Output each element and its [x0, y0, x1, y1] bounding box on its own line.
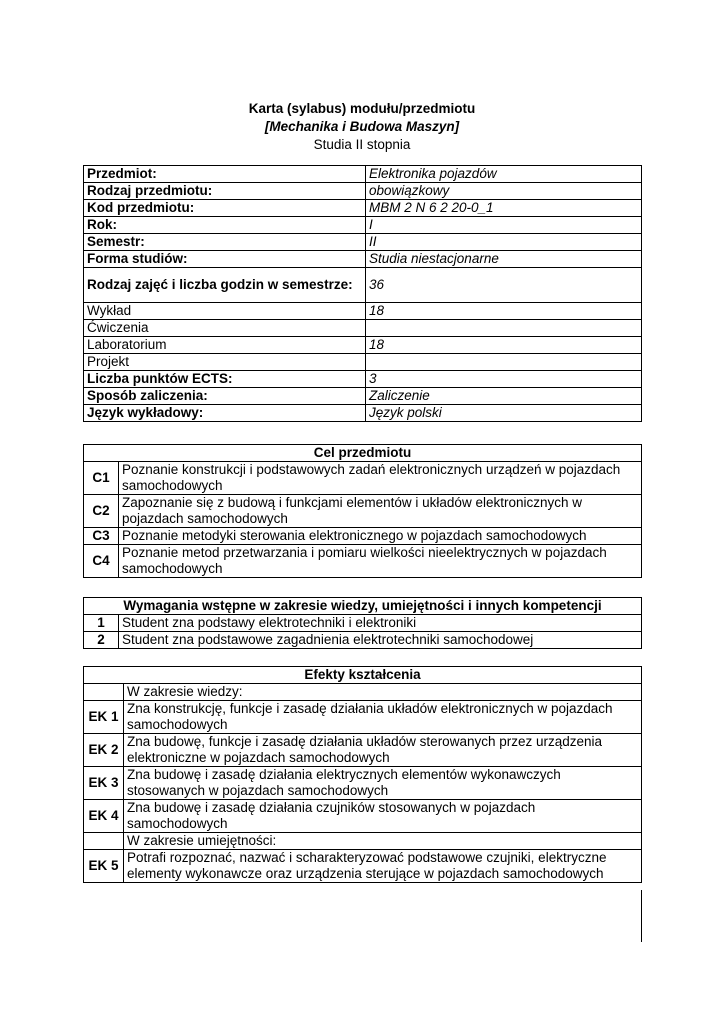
info-value: 3 — [366, 371, 642, 388]
outcomes-title: Efekty kształcenia — [84, 667, 642, 684]
prerequisite-row — [84, 632, 642, 649]
info-row — [84, 303, 642, 320]
info-row — [84, 200, 642, 217]
outcome-code: EK 1 — [84, 701, 124, 734]
info-key: Rodzaj zajęć i liczba godzin w semestrze: — [84, 268, 366, 303]
info-value — [366, 354, 642, 371]
outcome-code: EK 5 — [84, 850, 124, 883]
info-row — [84, 371, 642, 388]
info-row — [84, 268, 642, 303]
info-row — [84, 337, 642, 354]
prerequisite-code: 2 — [84, 632, 119, 649]
info-key: Projekt — [84, 354, 366, 371]
outcome-code: EK 2 — [84, 734, 124, 767]
goal-row — [84, 528, 642, 545]
prerequisite-text: Student zna podstawy elektrotechniki i elektroniki — [119, 615, 642, 632]
empty-cell — [84, 833, 124, 850]
info-key: Laboratorium — [84, 337, 366, 354]
info-key: Semestr: — [84, 234, 366, 251]
info-value: obowiązkowy — [366, 183, 642, 200]
prerequisite-code: 1 — [84, 615, 119, 632]
outcome-text: Zna budowę i zasadę działania czujników stosowanych w pojazdach samochodowych — [124, 800, 642, 833]
info-value: Elektronika pojazdów — [366, 166, 642, 183]
info-row — [84, 388, 642, 405]
course-info-table — [83, 165, 642, 422]
info-row — [84, 234, 642, 251]
info-row — [84, 405, 642, 422]
goal-text: Zapoznanie się z budową i funkcjami elementów i układów elektronicznych w pojazdach samochodowych — [119, 495, 642, 528]
empty-cell — [84, 684, 124, 701]
course-goal-table — [83, 444, 642, 578]
info-row — [84, 251, 642, 268]
outcome-row — [84, 701, 642, 734]
info-value: Język polski — [366, 405, 642, 422]
goal-code: C2 — [84, 495, 119, 528]
info-key: Przedmiot: — [84, 166, 366, 183]
info-value: Studia niestacjonarne — [366, 251, 642, 268]
info-row — [84, 354, 642, 371]
outcome-row — [84, 850, 642, 883]
info-row — [84, 217, 642, 234]
prerequisite-row — [84, 615, 642, 632]
goal-text: Poznanie konstrukcji i podstawowych zadań elektronicznych urządzeń w pojazdach samochodowych — [119, 462, 642, 495]
prerequisite-text: Student zna podstawowe zagadnienia elektrotechniki samochodowej — [119, 632, 642, 649]
info-value: II — [366, 234, 642, 251]
outcome-code: EK 3 — [84, 767, 124, 800]
table-continuation-line — [641, 890, 642, 942]
goal-code: C4 — [84, 545, 119, 578]
info-value: I — [366, 217, 642, 234]
goal-code: C1 — [84, 462, 119, 495]
info-key: Rok: — [84, 217, 366, 234]
outcome-row — [84, 800, 642, 833]
outcome-text: Zna budowę i zasadę działania elektrycznych elementów wykonawczych stosowanych w pojazdach samochodowych — [124, 767, 642, 800]
study-level: Studia II stopnia — [313, 137, 411, 152]
info-value: Zaliczenie — [366, 388, 642, 405]
info-row — [84, 320, 642, 337]
outcome-text: Potrafi rozpoznać, nazwać i scharakteryzować podstawowe czujniki, elektryczne elementy wykonawcze oraz urządzenia sterujące w pojazdach samochodowych — [124, 850, 642, 883]
info-key: Wykład — [84, 303, 366, 320]
info-key: Rodzaj przedmiotu: — [84, 183, 366, 200]
info-value: 18 — [366, 303, 642, 320]
info-key: Sposób zaliczenia: — [84, 388, 366, 405]
outcome-row — [84, 734, 642, 767]
skills-section-label: W zakresie umiejętności: — [124, 833, 642, 850]
info-key: Forma studiów: — [84, 251, 366, 268]
info-key: Kod przedmiotu: — [84, 200, 366, 217]
learning-outcomes-table — [83, 666, 642, 883]
document-header — [0, 100, 724, 154]
outcome-text: Zna budowę, funkcje i zasadę działania układów sterowanych przez urządzenia elektroniczne w pojazdach samochodowych — [124, 734, 642, 767]
goal-row — [84, 545, 642, 578]
goal-title: Cel przedmiotu — [84, 445, 642, 462]
info-value: 36 — [366, 268, 642, 303]
goal-text: Poznanie metodyki sterowania elektronicznego w pojazdach samochodowych — [119, 528, 642, 545]
info-key: Język wykładowy: — [84, 405, 366, 422]
program-name: [Mechanika i Budowa Maszyn] — [264, 119, 460, 134]
goal-text: Poznanie metod przetwarzania i pomiaru wielkości nieelektrycznych w pojazdach samochodowych — [119, 545, 642, 578]
document-title: Karta (sylabus) modułu/przedmiotu — [248, 101, 476, 116]
info-row — [84, 166, 642, 183]
goal-code: C3 — [84, 528, 119, 545]
goal-row — [84, 462, 642, 495]
outcome-row — [84, 767, 642, 800]
info-value: MBM 2 N 6 2 20-0_1 — [366, 200, 642, 217]
outcome-code: EK 4 — [84, 800, 124, 833]
knowledge-section-label: W zakresie wiedzy: — [124, 684, 642, 701]
prerequisites-title: Wymagania wstępne w zakresie wiedzy, umiejętności i innych kompetencji — [84, 598, 642, 615]
goal-row — [84, 495, 642, 528]
info-value — [366, 320, 642, 337]
outcome-text: Zna konstrukcję, funkcje i zasadę działania układów elektronicznych w pojazdach samochodowych — [124, 701, 642, 734]
info-key: Liczba punktów ECTS: — [84, 371, 366, 388]
prerequisites-table — [83, 597, 642, 649]
info-row — [84, 183, 642, 200]
info-value: 18 — [366, 337, 642, 354]
info-key: Ćwiczenia — [84, 320, 366, 337]
